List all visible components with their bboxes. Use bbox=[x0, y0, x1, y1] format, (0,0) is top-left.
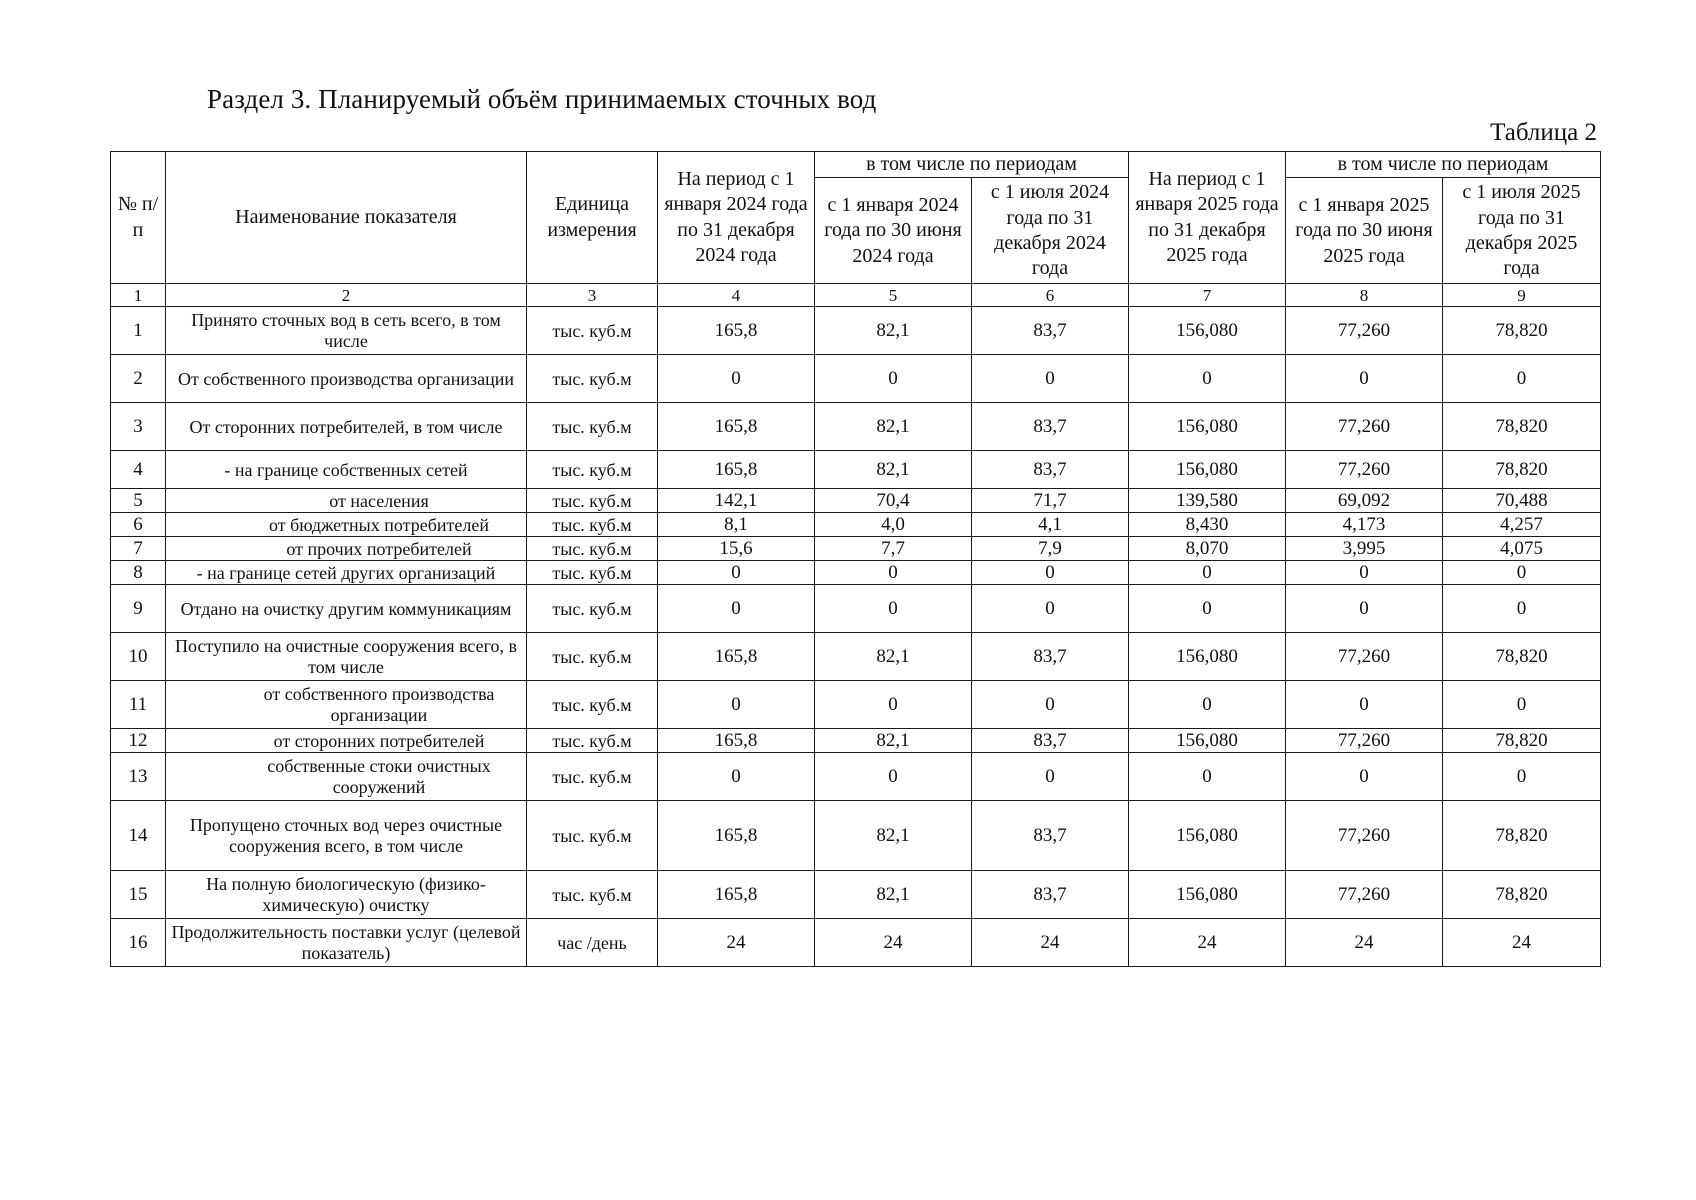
header-h1-2025: с 1 января 2025 года по 30 июня 2025 года bbox=[1286, 178, 1443, 284]
row-value: 165,8 bbox=[658, 451, 815, 489]
row-unit: тыс. куб.м bbox=[527, 537, 658, 561]
table-row bbox=[111, 355, 1601, 403]
row-value: 4,0 bbox=[815, 513, 972, 537]
row-num: 5 bbox=[111, 489, 166, 513]
table-row bbox=[111, 537, 1601, 561]
row-value: 0 bbox=[1286, 681, 1443, 729]
row-value: 0 bbox=[1443, 355, 1601, 403]
row-unit: тыс. куб.м bbox=[527, 513, 658, 537]
row-value: 0 bbox=[972, 753, 1129, 801]
row-unit: тыс. куб.м bbox=[527, 489, 658, 513]
column-number: 9 bbox=[1443, 284, 1601, 307]
row-name: От собственного производства организации bbox=[166, 355, 527, 403]
row-value: 139,580 bbox=[1129, 489, 1286, 513]
row-value: 24 bbox=[1443, 919, 1601, 967]
column-number: 3 bbox=[527, 284, 658, 307]
row-value: 24 bbox=[815, 919, 972, 967]
row-value: 4,075 bbox=[1443, 537, 1601, 561]
row-value: 165,8 bbox=[658, 871, 815, 919]
row-value: 8,430 bbox=[1129, 513, 1286, 537]
row-value: 0 bbox=[658, 681, 815, 729]
row-value: 0 bbox=[972, 561, 1129, 585]
row-value: 0 bbox=[815, 681, 972, 729]
row-name: Поступило на очистные сооружения всего, в том числе bbox=[166, 633, 527, 681]
row-value: 82,1 bbox=[815, 729, 972, 753]
row-value: 8,070 bbox=[1129, 537, 1286, 561]
row-unit: тыс. куб.м bbox=[527, 729, 658, 753]
table-label: Таблица 2 bbox=[1490, 119, 1597, 146]
row-value: 82,1 bbox=[815, 403, 972, 451]
table-row bbox=[111, 307, 1601, 355]
row-num: 16 bbox=[111, 919, 166, 967]
row-unit: тыс. куб.м bbox=[527, 801, 658, 871]
row-value: 0 bbox=[658, 561, 815, 585]
row-value: 0 bbox=[658, 753, 815, 801]
column-number: 1 bbox=[111, 284, 166, 307]
row-value: 78,820 bbox=[1443, 307, 1601, 355]
table-row bbox=[111, 561, 1601, 585]
row-num: 9 bbox=[111, 585, 166, 633]
row-value: 0 bbox=[1286, 561, 1443, 585]
row-num: 11 bbox=[111, 681, 166, 729]
row-value: 165,8 bbox=[658, 403, 815, 451]
row-value: 82,1 bbox=[815, 801, 972, 871]
table-row bbox=[111, 753, 1601, 801]
row-value: 78,820 bbox=[1443, 871, 1601, 919]
column-number: 4 bbox=[658, 284, 815, 307]
row-value: 0 bbox=[1286, 753, 1443, 801]
row-value: 7,7 bbox=[815, 537, 972, 561]
table-row bbox=[111, 729, 1601, 753]
row-name: собственные стоки очистных сооружений bbox=[166, 753, 527, 801]
row-unit: тыс. куб.м bbox=[527, 871, 658, 919]
row-value: 142,1 bbox=[658, 489, 815, 513]
row-value: 82,1 bbox=[815, 633, 972, 681]
row-value: 0 bbox=[1129, 355, 1286, 403]
row-unit: тыс. куб.м bbox=[527, 355, 658, 403]
row-unit: тыс. куб.м bbox=[527, 451, 658, 489]
row-num: 13 bbox=[111, 753, 166, 801]
row-value: 70,4 bbox=[815, 489, 972, 513]
row-value: 0 bbox=[1443, 561, 1601, 585]
row-value: 7,9 bbox=[972, 537, 1129, 561]
header-num: № п/п bbox=[111, 152, 166, 284]
row-value: 0 bbox=[1286, 355, 1443, 403]
header-unit: Единица измерения bbox=[527, 152, 658, 284]
row-value: 24 bbox=[972, 919, 1129, 967]
row-value: 4,173 bbox=[1286, 513, 1443, 537]
row-value: 0 bbox=[972, 681, 1129, 729]
row-value: 83,7 bbox=[972, 729, 1129, 753]
row-name: от бюджетных потребителей bbox=[166, 513, 527, 537]
header-h2-2024: с 1 июля 2024 года по 31 декабря 2024 года bbox=[972, 178, 1129, 284]
row-value: 0 bbox=[1129, 681, 1286, 729]
row-value: 77,260 bbox=[1286, 307, 1443, 355]
row-value: 24 bbox=[1286, 919, 1443, 967]
row-num: 14 bbox=[111, 801, 166, 871]
table-row bbox=[111, 403, 1601, 451]
wastewater-volume-table bbox=[110, 151, 1601, 967]
row-value: 15,6 bbox=[658, 537, 815, 561]
row-value: 78,820 bbox=[1443, 729, 1601, 753]
row-name: На полную биологическую (физико-химическую) очистку bbox=[166, 871, 527, 919]
row-value: 78,820 bbox=[1443, 801, 1601, 871]
row-unit: тыс. куб.м bbox=[527, 561, 658, 585]
header-group-2025: в том числе по периодам bbox=[1286, 152, 1601, 178]
row-value: 83,7 bbox=[972, 451, 1129, 489]
section-title: Раздел 3. Планируемый объём принимаемых сточных вод bbox=[207, 84, 877, 114]
column-number: 5 bbox=[815, 284, 972, 307]
row-value: 77,260 bbox=[1286, 451, 1443, 489]
row-name: от прочих потребителей bbox=[166, 537, 527, 561]
column-number: 6 bbox=[972, 284, 1129, 307]
row-value: 70,488 bbox=[1443, 489, 1601, 513]
row-num: 3 bbox=[111, 403, 166, 451]
column-number: 7 bbox=[1129, 284, 1286, 307]
row-value: 0 bbox=[1129, 753, 1286, 801]
row-unit: тыс. куб.м bbox=[527, 681, 658, 729]
header-period-2025: На период с 1 января 2025 года по 31 декабря 2025 года bbox=[1129, 152, 1286, 284]
row-value: 83,7 bbox=[972, 633, 1129, 681]
row-value: 165,8 bbox=[658, 801, 815, 871]
row-value: 0 bbox=[815, 585, 972, 633]
row-value: 77,260 bbox=[1286, 403, 1443, 451]
row-value: 0 bbox=[815, 561, 972, 585]
row-name: - на границе сетей других организаций bbox=[166, 561, 527, 585]
row-value: 71,7 bbox=[972, 489, 1129, 513]
row-value: 82,1 bbox=[815, 871, 972, 919]
row-value: 24 bbox=[658, 919, 815, 967]
row-value: 0 bbox=[1443, 681, 1601, 729]
row-value: 165,8 bbox=[658, 307, 815, 355]
row-value: 0 bbox=[1443, 753, 1601, 801]
table-row bbox=[111, 585, 1601, 633]
header-group-2024: в том числе по периодам bbox=[815, 152, 1129, 178]
column-number: 2 bbox=[166, 284, 527, 307]
row-name: От сторонних потребителей, в том числе bbox=[166, 403, 527, 451]
table-row bbox=[111, 801, 1601, 871]
row-value: 0 bbox=[658, 355, 815, 403]
row-value: 69,092 bbox=[1286, 489, 1443, 513]
row-value: 83,7 bbox=[972, 403, 1129, 451]
row-value: 156,080 bbox=[1129, 871, 1286, 919]
row-value: 83,7 bbox=[972, 871, 1129, 919]
row-num: 10 bbox=[111, 633, 166, 681]
row-value: 83,7 bbox=[972, 801, 1129, 871]
row-value: 0 bbox=[972, 585, 1129, 633]
header-h2-2025: с 1 июля 2025 года по 31 декабря 2025 года bbox=[1443, 178, 1601, 284]
row-unit: час /день bbox=[527, 919, 658, 967]
table-row bbox=[111, 513, 1601, 537]
row-value: 24 bbox=[1129, 919, 1286, 967]
row-name: от населения bbox=[166, 489, 527, 513]
row-num: 1 bbox=[111, 307, 166, 355]
row-value: 0 bbox=[972, 355, 1129, 403]
table-row bbox=[111, 489, 1601, 513]
row-unit: тыс. куб.м bbox=[527, 307, 658, 355]
row-num: 15 bbox=[111, 871, 166, 919]
row-value: 156,080 bbox=[1129, 451, 1286, 489]
row-num: 8 bbox=[111, 561, 166, 585]
row-unit: тыс. куб.м bbox=[527, 585, 658, 633]
row-num: 7 bbox=[111, 537, 166, 561]
row-value: 156,080 bbox=[1129, 633, 1286, 681]
row-value: 78,820 bbox=[1443, 403, 1601, 451]
row-value: 0 bbox=[1443, 585, 1601, 633]
row-value: 0 bbox=[1129, 585, 1286, 633]
header-name: Наименование показателя bbox=[166, 152, 527, 284]
row-unit: тыс. куб.м bbox=[527, 403, 658, 451]
row-unit: тыс. куб.м bbox=[527, 633, 658, 681]
row-value: 83,7 bbox=[972, 307, 1129, 355]
row-name: Отдано на очистку другим коммуникациям bbox=[166, 585, 527, 633]
row-value: 77,260 bbox=[1286, 633, 1443, 681]
row-num: 12 bbox=[111, 729, 166, 753]
row-name: Принято сточных вод в сеть всего, в том числе bbox=[166, 307, 527, 355]
row-value: 165,8 bbox=[658, 729, 815, 753]
row-value: 156,080 bbox=[1129, 403, 1286, 451]
row-value: 3,995 bbox=[1286, 537, 1443, 561]
row-value: 0 bbox=[815, 355, 972, 403]
table-row bbox=[111, 919, 1601, 967]
table-row bbox=[111, 681, 1601, 729]
row-value: 0 bbox=[1129, 561, 1286, 585]
table-row bbox=[111, 633, 1601, 681]
row-unit: тыс. куб.м bbox=[527, 753, 658, 801]
row-value: 82,1 bbox=[815, 451, 972, 489]
row-num: 6 bbox=[111, 513, 166, 537]
row-value: 4,1 bbox=[972, 513, 1129, 537]
row-name: Пропущено сточных вод через очистные сооружения всего, в том числе bbox=[166, 801, 527, 871]
row-value: 156,080 bbox=[1129, 801, 1286, 871]
row-name: от сторонних потребителей bbox=[166, 729, 527, 753]
row-num: 4 bbox=[111, 451, 166, 489]
row-name: от собственного производства организации bbox=[166, 681, 527, 729]
row-value: 8,1 bbox=[658, 513, 815, 537]
row-value: 4,257 bbox=[1443, 513, 1601, 537]
header-period-2024: На период с 1 января 2024 года по 31 декабря 2024 года bbox=[658, 152, 815, 284]
table-row bbox=[111, 451, 1601, 489]
row-value: 0 bbox=[658, 585, 815, 633]
row-value: 77,260 bbox=[1286, 729, 1443, 753]
table-row bbox=[111, 871, 1601, 919]
row-value: 77,260 bbox=[1286, 801, 1443, 871]
row-value: 156,080 bbox=[1129, 729, 1286, 753]
row-name: Продолжительность поставки услуг (целевой показатель) bbox=[166, 919, 527, 967]
header-h1-2024: с 1 января 2024 года по 30 июня 2024 года bbox=[815, 178, 972, 284]
row-value: 156,080 bbox=[1129, 307, 1286, 355]
row-name: - на границе собственных сетей bbox=[166, 451, 527, 489]
row-num: 2 bbox=[111, 355, 166, 403]
row-value: 165,8 bbox=[658, 633, 815, 681]
row-value: 0 bbox=[815, 753, 972, 801]
row-value: 77,260 bbox=[1286, 871, 1443, 919]
row-value: 78,820 bbox=[1443, 451, 1601, 489]
column-number: 8 bbox=[1286, 284, 1443, 307]
row-value: 0 bbox=[1286, 585, 1443, 633]
row-value: 78,820 bbox=[1443, 633, 1601, 681]
row-value: 82,1 bbox=[815, 307, 972, 355]
